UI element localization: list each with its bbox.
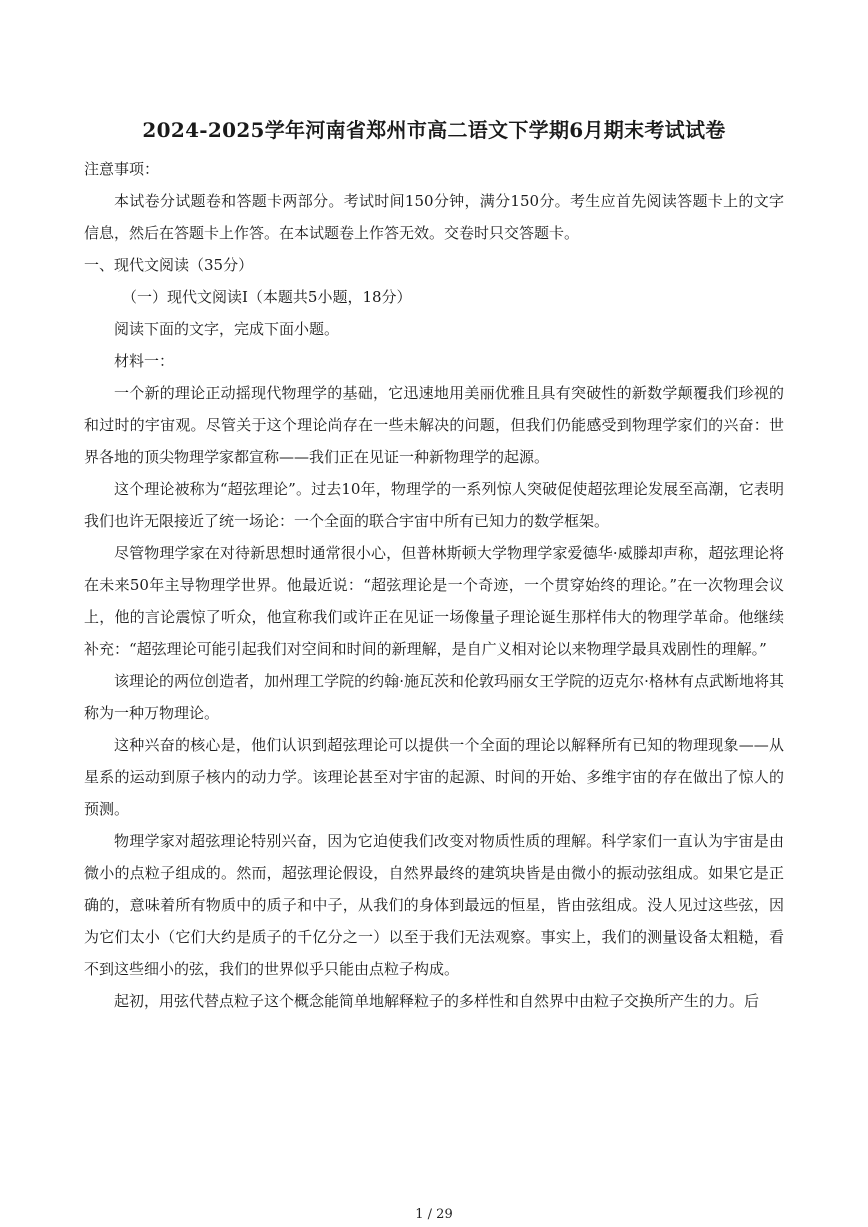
- document-body: [84, 153, 784, 1017]
- paragraph: 物理学家对超弦理论特别兴奋，因为它迫使我们改变对物质性质的理解。科学家们一直认为宇宙是由微小的点粒子组成的。然而，超弦理论假设，自然界最终的建筑块皆是由微小的振动弦组成。如果它是正确的，意味着所有物质中的质子和中子，从我们的身体到最远的恒星，皆由弦组成。没人见过这些弦，因为它们太小（它们大约是质子的千亿分之一）以至于我们无法观察。事实上，我们的测量设备太粗糙，看不到这些细小的弦，我们的世界似乎只能由点粒子构成。: [84, 832, 784, 978]
- paragraph: 尽管物理学家在对待新思想时通常很小心，但普林斯顿大学物理学家爱德华·威滕却声称，超弦理论将在未来50年主导物理学世界。他最近说：“超弦理论是一个奇迹，一个贯穿始终的理论。”在一次物理会议上，他的言论震惊了听众，他宣称我们或许正在见证一场像量子理论诞生那样伟大的物理学革命。他继续补充：“超弦理论可能引起我们对空间和时间的新理解，是自广义相对论以来物理学最具戏剧性的理解。”: [84, 544, 784, 658]
- page-number: 1 / 29: [415, 1207, 453, 1222]
- paragraph: 这个理论被称为“超弦理论”。过去10年，物理学的一系列惊人突破促使超弦理论发展至高潮，它表明我们也许无限接近了统一场论：一个全面的联合宇宙中所有已知力的数学框架。: [84, 480, 784, 530]
- material-label: 材料一：: [114, 352, 175, 370]
- paragraph: 这种兴奋的核心是，他们认识到超弦理论可以提供一个全面的理论以解释所有已知的物理现象——从星系的运动到原子核内的动力学。该理论甚至对宇宙的起源、时间的开始、多维宇宙的存在做出了惊人的预测。: [84, 736, 784, 818]
- paragraph: 一个新的理论正动摇现代物理学的基础，它迅速地用美丽优雅且具有突破性的新数学颠覆我们珍视的和过时的宇宙观。尽管关于这个理论尚存在一些未解决的问题，但我们仍能感受到物理学家们的兴奋：世界各地的顶尖物理学家都宣称——我们正在见证一种新物理学的起源。: [84, 384, 784, 466]
- paragraph: 起初，用弦代替点粒子这个概念能简单地解释粒子的多样性和自然界中由粒子交换所产生的力。后: [114, 992, 760, 1010]
- notice-text: 本试卷分试题卷和答题卡两部分。考试时间150分钟，满分150分。考生应首先阅读答题卡上的文字信息，然后在答题卡上作答。在本试题卷上作答无效。交卷时只交答题卡。: [84, 192, 784, 242]
- section-heading: 一、现代文阅读（35分）: [84, 256, 254, 274]
- document-title: 2024-2025学年河南省郑州市高二语文下学期6月期末考试试卷: [142, 118, 726, 142]
- subsection-heading: （一）现代文阅读Ⅰ（本题共5小题，18分）: [122, 288, 412, 306]
- paragraph: 该理论的两位创造者，加州理工学院的约翰·施瓦茨和伦敦玛丽女王学院的迈克尔·格林有点武断地将其称为一种万物理论。: [84, 672, 784, 722]
- instruction-text: 阅读下面的文字，完成下面小题。: [114, 320, 340, 338]
- notice-heading: 注意事项：: [84, 160, 160, 178]
